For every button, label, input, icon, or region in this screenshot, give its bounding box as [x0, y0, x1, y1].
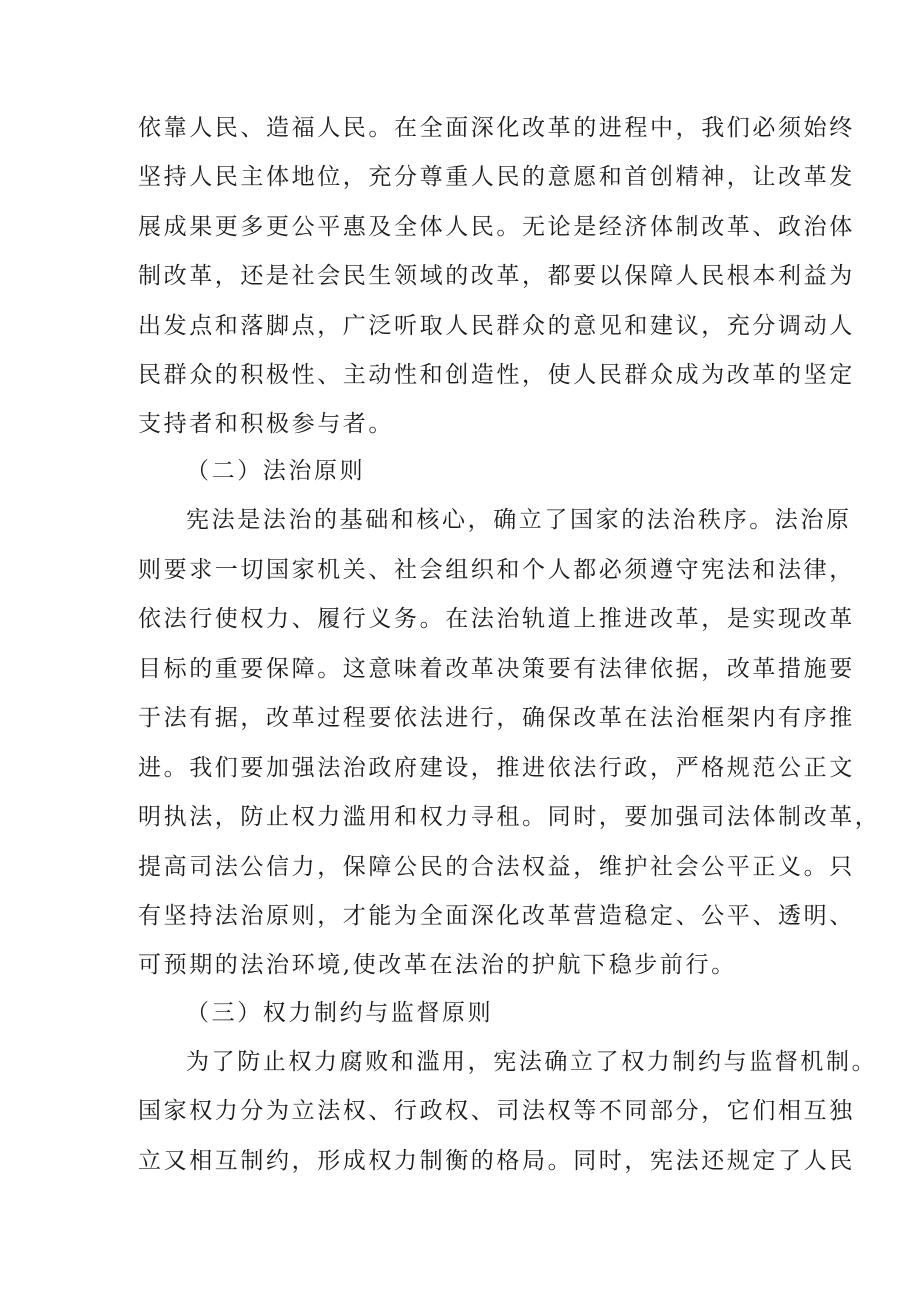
- paragraph-line: 民群众的积极性、主动性和创造性，使人民群众成为改革的坚定: [138, 362, 855, 388]
- section-heading: （二）法治原则: [186, 458, 366, 484]
- paragraph-line: 展成果更多更公平惠及全体人民。无论是经济体制改革、政治体: [138, 214, 855, 240]
- paragraph-line: 目标的重要保障。这意味着改革决策要有法律依据，改革措施要: [138, 656, 855, 682]
- paragraph-line: 宪法是法治的基础和核心，确立了国家的法治秩序。法治原: [186, 507, 852, 533]
- paragraph-line: 坚持人民主体地位，充分尊重人民的意愿和首创精神，让改革发: [138, 164, 855, 190]
- paragraph-line: 出发点和落脚点，广泛听取人民群众的意见和建议，充分调动人: [138, 313, 855, 339]
- paragraph-line: 有坚持法治原则，才能为全面深化改革营造稳定、公平、透明、: [138, 903, 855, 929]
- paragraph-line: 于法有据，改革过程要依法进行，确保改革在法治框架内有序推: [138, 705, 855, 731]
- paragraph-line: 明执法，防止权力滥用和权力寻租。同时，要加强司法体制改革，: [138, 804, 881, 830]
- section-heading: （三）权力制约与监督原则: [186, 1000, 494, 1026]
- paragraph-line: 制改革，还是社会民生领域的改革，都要以保障人民根本利益为: [138, 263, 855, 289]
- paragraph-line: 依法行使权力、履行义务。在法治轨道上推进改革，是实现改革: [138, 606, 855, 632]
- paragraph-line: 国家权力分为立法权、行政权、司法权等不同部分，它们相互独: [138, 1098, 855, 1124]
- paragraph-line: 则要求一切国家机关、社会组织和个人都必须遵守宪法和法律，: [138, 557, 855, 583]
- paragraph-line: 进。我们要加强法治政府建设，推进依法行政，严格规范公正文: [138, 755, 855, 781]
- paragraph-line: 提高司法公信力，保障公民的合法权益，维护社会公平正义。只: [138, 854, 855, 880]
- paragraph-line: 为了防止权力腐败和滥用，宪法确立了权力制约与监督机制。: [186, 1049, 878, 1075]
- paragraph-line: 支持者和积极参与者。: [138, 411, 394, 437]
- paragraph-line: 立又相互制约，形成权力制衡的格局。同时，宪法还规定了人民: [138, 1148, 855, 1174]
- paragraph-line: 可预期的法治环境,使改革在法治的护航下稳步前行。: [138, 952, 737, 978]
- paragraph-line: 依靠人民、造福人民。在全面深化改革的进程中，我们必须始终: [138, 115, 855, 141]
